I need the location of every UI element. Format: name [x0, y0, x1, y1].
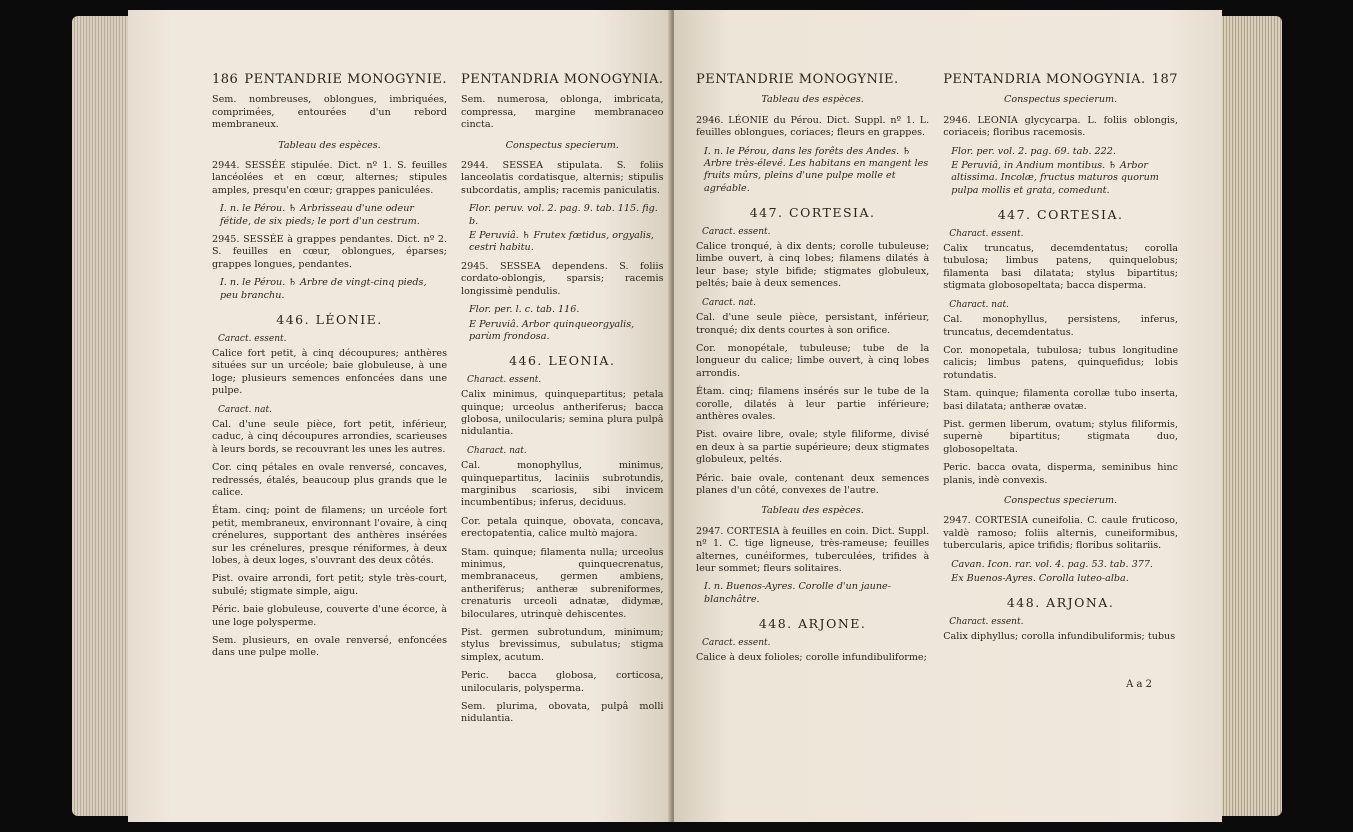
text-block: I. n. Buenos-Ayres. Corolle d'un jaune-blanchâtre. — [704, 581, 891, 605]
text-block: Pist. ovaire libre, ovale; style filiforme, divisé en deux à sa partie supérieure; deux stigmates globuleux, peltés. — [696, 429, 930, 466]
left-latin-column — [461, 74, 663, 732]
text-block: Pist. germen liberum, ovatum; stylus filiformis, supernè bipartitus; stigmata duo, globosopeltata. — [943, 418, 1178, 455]
right-page-edges — [1218, 16, 1282, 816]
left-page — [128, 10, 672, 822]
running-head-french: 186 PENTANDRIE MONOGYNIE. — [212, 72, 448, 87]
text-block: Cal. monophyllus, minimus, quinquepartitus, laciniis subrotundis, marginibus scariosis, sibi invicem incumbentibus; inferus, deciduus. — [461, 460, 664, 509]
text-block: E Peruviâ. Arbor quinqueorgyalis, parùm frondosa. — [469, 318, 635, 342]
text-block: Péric. baie ovale, contenant deux semences planes d'un côté, convexes de l'autre. — [696, 472, 930, 496]
right-page — [674, 10, 1222, 822]
section-caption: Tableau des espèces. — [761, 94, 864, 106]
text-block: 2944. SESSÉE stipulée. Dict. nº 1. S. feuilles lancéolées et en cœur, alternes; stipules amples, presqu'en cœur; grappes paniculées. — [212, 160, 448, 196]
text-block: Stam. quinque; filamenta nulla; urceolus minimus, quinquecrenatus, membranaceus, germen ambiens, antheriferus; antheræ subreniformes, crenaturis urceoli adnatæ, didymæ, biloculares, utrinquè dehiscentes. — [461, 546, 664, 620]
page-number: 187 — [1151, 72, 1178, 87]
text-block: Flor. per. vol. 2. pag. 69. tab. 222. — [951, 145, 1116, 157]
text-block: Stam. quinque; filamenta corollæ tubo inserta, basi dilatata; antheræ ovatæ. — [943, 388, 1178, 412]
section-caption: Conspectus specierum. — [1003, 494, 1118, 506]
text-block: Cal. d'une seule pièce, fort petit, inférieur, caduc, à cinq découpures arrondies, scarieuses à leurs bords, se recouvrant les unes les autres. — [212, 418, 448, 455]
text-block: Cavan. Icon. rar. vol. 4. pag. 53. tab. 377. — [951, 558, 1153, 570]
left-french-column — [212, 74, 447, 732]
text-block: I. n. le Pérou, dans les forêts des Andes. ♄ Arbre très-élevé. Les habitans en mangent les fruits mûrs, pleins d'une pulpe molle et agréable. — [704, 145, 929, 194]
text-block: Charact. nat. — [467, 445, 527, 456]
text-block: Calix truncatus, decemdentatus; corolla tubulosa; limbus patens, quinquelobus; filamenta basi dilatata; stylus bipartitus; stigmata globosopeltata; bacca disperma. — [943, 243, 1178, 292]
text-block: 2945. SESSÉE à grappes pendantes. Dict. nº 2. S. feuilles en cœur, oblongues, éparses; grappes longues, pendantes. — [212, 234, 448, 270]
text-block: Cor. monopetala, tubulosa; tubus longitudine calicis; limbus patens, quinquefidus; lobis rotundatis. — [943, 344, 1178, 381]
text-block: I. n. le Pérou. ♄ Arbre de vingt-cinq pieds, peu branchu. — [220, 277, 427, 301]
genus-heading: 446. LEONIA. — [509, 353, 616, 369]
text-block: Calice tronqué, à dix dents; corolle tubuleuse; limbe ouvert, à cinq lobes; filamens dilatés à leur base; style bifide; stigmates globuleux, peltés; baie à deux semences. — [696, 241, 930, 290]
page-number: 186 — [212, 72, 239, 87]
text-block: Cal. monophyllus, persistens, inferus, truncatus, decemdentatus. — [943, 314, 1178, 338]
text-block: Charact. essent. — [467, 374, 542, 385]
right-french-column — [696, 74, 929, 670]
text-block: Péric. baie globuleuse, couverte d'une écorce, à une loge polysperme. — [212, 604, 448, 628]
genus-heading: 447. CORTESIA. — [749, 205, 876, 221]
text-block: Cor. petala quinque, obovata, concava, erectopatentia, calice multò majora. — [461, 515, 664, 540]
text-block: Flor. per. l. c. tab. 116. — [469, 304, 580, 316]
text-block: Calix diphyllus; corolla infundibuliformis; tubus — [943, 631, 1176, 643]
text-block: E Peruviâ. ♄ Frutex fœtidus, orgyalis, cestri habitu. — [469, 230, 654, 254]
text-block: Caract. essent. — [218, 333, 287, 344]
text-block: Calice à deux folioles; corolle infundibuliforme; — [696, 652, 927, 664]
genus-heading: 448. ARJONA. — [1006, 595, 1115, 611]
genus-heading: 447. CORTESIA. — [997, 207, 1124, 223]
text-block: Sem. plurima, obovata, pulpâ molli nidulantia. — [461, 701, 664, 725]
text-block: Sem. nombreuses, oblongues, imbriquées, comprimées, entourées d'un rebord membraneux. — [212, 94, 448, 131]
text-block: 2944. SESSEA stipulata. S. foliis lanceolatis cordatisque, alternis; stipulis subcordatis, amplis; racemis paniculatis. — [461, 160, 664, 196]
text-block: Peric. bacca globosa, corticosa, unilocularis, polysperma. — [461, 670, 664, 694]
text-block: Cor. monopétale, tubuleuse; tube de la longueur du calice; limbe ouvert, à cinq lobes arrondis. — [696, 342, 930, 379]
signature-mark: A a 2 — [1126, 679, 1152, 690]
text-block: 2947. CORTESIA cuneifolia. C. caule fruticoso, valdè ramoso; foliis alternis, cuneiformibus, tubercularis, apice trifidis; floribus solitariis. — [943, 515, 1178, 552]
text-block: 2945. SESSEA dependens. S. foliis cordato-oblongis, sparsis; racemis longissimè pendulis. — [461, 260, 664, 297]
text-block: 2947. CORTESIA à feuilles en coin. Dict. Suppl. nº 1. C. tige ligneuse, très-rameuse; feuilles alternes, cunéiformes, tuberculées, trifides à leur sommet; fleurs solitaires. — [696, 525, 930, 574]
text-block: Calice fort petit, à cinq découpures; anthères situées sur un urcéole; baie globuleuse, à une loge; plusieurs semences enfoncées dans une pulpe. — [212, 347, 448, 397]
text-block: I. n. le Pérou. ♄ Arbrisseau d'une odeur fétide, de six pieds; le port d'un cestrum. — [220, 203, 420, 227]
text-block: Cor. cinq pétales en ovale renversé, concaves, redressés, étalés, beaucoup plus grands que le calice. — [212, 462, 448, 498]
text-block: Caract. essent. — [702, 226, 771, 237]
section-caption: Tableau des espèces. — [278, 139, 381, 151]
text-block: Étam. cinq; filamens insérés sur le tube de la corolle, dilatés à leur partie inférieure; anthères ovales. — [696, 386, 930, 422]
text-block: Caract. nat. — [218, 404, 272, 415]
text-block: E Peruviâ, in Andium montibus. ♄ Arbor altissima. Incolæ, fructus maturos quorum pulpa mollis et grata, comedunt. — [951, 160, 1159, 196]
text-block: Charact. essent. — [949, 228, 1024, 239]
text-block: Calix minimus, quinquepartitus; petala quinque; urceolus antheriferus; bacca globosa, unilocularis; semina plura pulpâ nidulantia. — [461, 389, 664, 438]
section-caption: Conspectus specierum. — [1003, 94, 1118, 106]
text-block: Flor. peruv. vol. 2. pag. 9. tab. 115. fig. b. — [469, 203, 658, 227]
text-block: Sem. plusieurs, en ovale renversé, enfoncées dans une pulpe molle. — [212, 635, 448, 659]
left-page-edges — [72, 16, 132, 816]
genus-heading: 446. LÉONIE. — [276, 312, 383, 328]
text-block: Charact. nat. — [949, 299, 1009, 310]
text-block: Caract. nat. — [702, 297, 756, 308]
text-block: Étam. cinq; point de filamens; un urcéole fort petit, membraneux, environnant l'ovaire, à cinq crénelures, supportant des anthères insérées sur les crénelures, presque réniformes, à deux lobes, à deux loges, s'ouvrant des deux côtés. — [212, 505, 448, 566]
text-block: Cal. d'une seule pièce, persistant, inférieur, tronqué; dix dents courtes à son orifice. — [696, 312, 930, 336]
text-block: Pist. germen subrotundum, minimum; stylus brevissimus, subulatus; stigma simplex, acutum. — [461, 627, 664, 663]
text-block: Caract. essent. — [702, 637, 771, 648]
section-caption: Tableau des espèces. — [761, 505, 864, 517]
text-block: 2946. LEONIA glycycarpa. L. foliis oblongis, coriaceis; floribus racemosis. — [943, 114, 1178, 139]
running-head-latin: PENTANDRIA MONOGYNIA. 187 — [943, 72, 1178, 87]
right-latin-column — [943, 74, 1178, 670]
text-block: Sem. numerosa, oblonga, imbricata, compressa, margine membranaceo cincta. — [461, 94, 664, 131]
text-block: Pist. ovaire arrondi, fort petit; style très-court, subulé; stigmate simple, aigu. — [212, 573, 448, 597]
text-block: Charact. essent. — [949, 616, 1024, 627]
section-caption: Conspectus specierum. — [505, 139, 619, 151]
open-book — [72, 10, 1282, 822]
text-block: 2946. LÉONIE du Pérou. Dict. Suppl. nº 1. L. feuilles oblongues, coriaces; fleurs en grappes. — [696, 114, 930, 139]
text-block: Peric. bacca ovata, disperma, seminibus hinc planis, indè convexis. — [943, 462, 1178, 486]
genus-heading: 448. ARJONE. — [758, 616, 867, 632]
running-head-latin: PENTANDRIA MONOGYNIA. — [461, 72, 664, 87]
text-block: Ex Buenos-Ayres. Corolla luteo-alba. — [951, 573, 1129, 584]
running-head-french: PENTANDRIE MONOGYNIE. — [696, 72, 899, 87]
